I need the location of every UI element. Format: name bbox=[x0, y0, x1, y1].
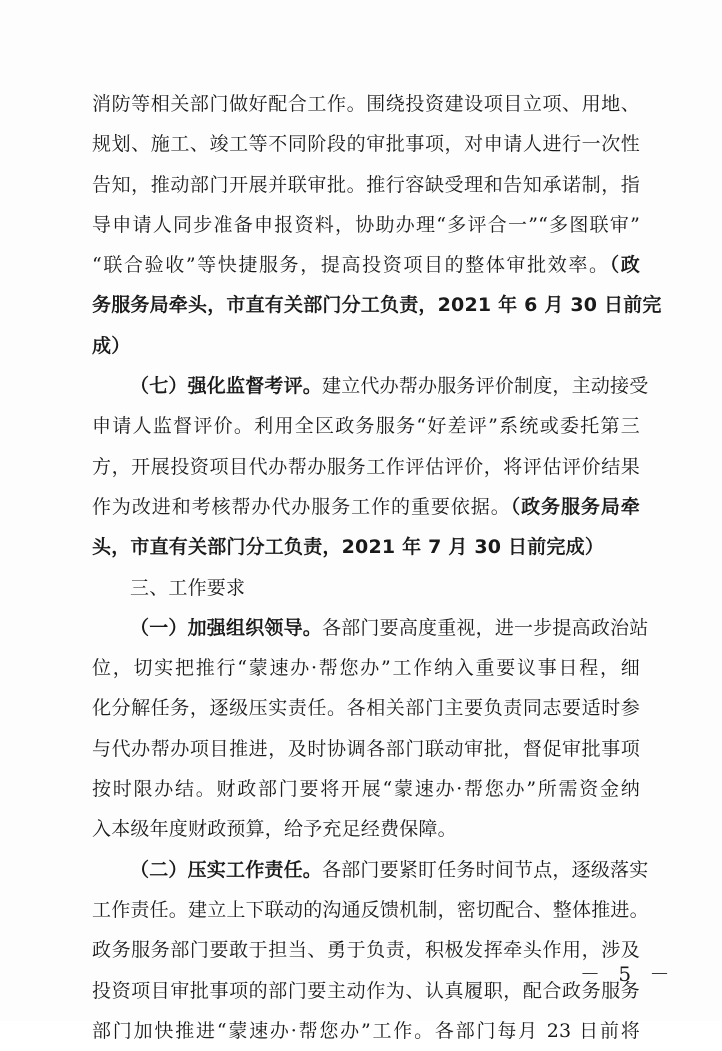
text-segment: 各部门要高度重视，进一步提高政治站 bbox=[322, 616, 649, 639]
responsibility-note: 务服务局牵头，市直有关部门分工负责，2021 年 6 月 30 日前完 bbox=[92, 294, 662, 317]
text-segment: 与代办帮办项目推进，及时协调各部门联动审批，督促审批事项 bbox=[92, 737, 640, 760]
text-line bbox=[92, 366, 649, 406]
text-line bbox=[92, 688, 640, 728]
text-line bbox=[92, 568, 640, 608]
text-line bbox=[92, 729, 640, 769]
text-segment: “联合验收”等快捷服务，提高投资项目的整体审批效率。 bbox=[92, 254, 610, 277]
chapter-heading: 三、工作要求 bbox=[130, 576, 246, 599]
text-segment: 规划、施工、竣工等不同阶段的审批事项，对申请人进行一次性 bbox=[92, 133, 640, 156]
text-segment: 建立代办帮办服务评价制度，主动接受 bbox=[322, 375, 649, 398]
responsibility-note: （政务服务局牵 bbox=[510, 495, 640, 518]
text-segment: 告知，推动部门开展并联审批。推行容缺受理和告知承诺制，指 bbox=[92, 173, 640, 196]
text-line bbox=[92, 124, 640, 164]
responsibility-note: 头，市直有关部门分工负责，2021 年 7 月 30 日前完成） bbox=[92, 536, 605, 559]
text-line bbox=[92, 608, 649, 648]
body-text bbox=[92, 84, 662, 1051]
text-line bbox=[92, 809, 640, 849]
text-segment: 消防等相关部门做好配合工作。围绕投资建设项目立项、用地、 bbox=[92, 93, 640, 115]
responsibility-note: 成） bbox=[92, 334, 131, 357]
text-line bbox=[92, 245, 640, 285]
responsibility-note: （政 bbox=[609, 254, 640, 277]
text-line bbox=[92, 769, 640, 809]
text-line bbox=[92, 487, 640, 527]
page-number: － 5 － bbox=[580, 962, 676, 986]
text-segment: 政务服务部门要敢于担当、勇于负责，积极发挥牵头作用，涉及 bbox=[92, 939, 640, 962]
text-line bbox=[92, 930, 640, 970]
text-line bbox=[92, 205, 640, 245]
text-line bbox=[92, 971, 640, 1011]
text-line bbox=[92, 165, 640, 205]
section-heading: （七）强化监督考评。 bbox=[130, 375, 323, 398]
text-line bbox=[92, 326, 640, 366]
text-segment: 位，切实把推行“蒙速办·帮您办”工作纳入重要议事日程，细 bbox=[92, 657, 640, 680]
text-segment: 按时限办结。财政部门要将开展“蒙速办·帮您办”所需资金纳 bbox=[92, 778, 640, 801]
text-line bbox=[92, 648, 640, 688]
section-heading: （一）加强组织领导。 bbox=[130, 616, 323, 639]
text-line bbox=[92, 447, 640, 487]
text-line bbox=[92, 84, 640, 124]
text-segment: 作为改进和考核帮办代办服务工作的重要依据。 bbox=[92, 495, 511, 518]
text-line bbox=[92, 1011, 640, 1051]
text-segment: 工作责任。建立上下联动的沟通反馈机制，密切配合、整体推进。 bbox=[92, 898, 649, 921]
text-segment: 化分解任务，逐级压实责任。各相关部门主要负责同志要适时参 bbox=[92, 697, 640, 720]
text-line bbox=[92, 890, 649, 930]
text-segment: 投资项目审批事项的部门要主动作为、认真履职，配合政务服务 bbox=[92, 979, 640, 1002]
text-segment: 导申请人同步准备申报资料，协助办理“多评合一”“多图联审” bbox=[92, 213, 640, 236]
text-segment: 方，开展投资项目代办帮办服务工作评估评价，将评估评价结果 bbox=[92, 455, 640, 478]
text-line bbox=[92, 285, 662, 325]
text-segment: 各部门要紧盯任务时间节点，逐级落实 bbox=[322, 858, 649, 881]
text-segment: 部门加快推进“蒙速办·帮您办”工作。各部门每月 23 日前将 bbox=[92, 1019, 640, 1042]
text-segment: 申请人监督评价。利用全区政务服务“好差评”系统或委托第三 bbox=[92, 415, 640, 438]
text-line bbox=[92, 406, 640, 446]
text-line bbox=[92, 527, 640, 567]
text-line bbox=[92, 850, 649, 890]
text-segment: 入本级年度财政预算，给予充足经费保障。 bbox=[92, 818, 457, 841]
section-heading: （二）压实工作责任。 bbox=[130, 858, 323, 881]
